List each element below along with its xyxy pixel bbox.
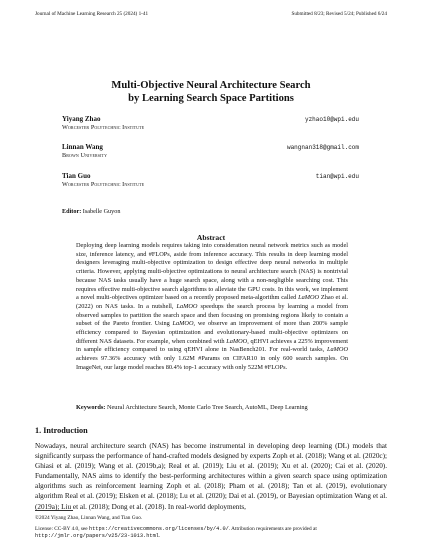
lamoo-term: LaMOO — [172, 320, 194, 328]
license-prefix: License: CC-BY 4.0, see — [35, 526, 88, 532]
journal-header: Journal of Machine Learning Research 25 (2024) 1-41 — [35, 11, 149, 17]
copyright-line: ©2024 Yiyang Zhao, Linnan Wang, and Tian Guo. — [35, 515, 143, 521]
abstract-text: Deploying deep learning models requires taking into consideration neural network metrics such as model size, inference latency, and #FLOPs, aside from inference accuracy. This results in deep learning model designers leveraging multi-objective optimization to design effective deep neural networks in multiple criteria. However, applying multi-objective optimizations to neural architecture search (NAS) is nontrivial because NAS tasks usually have a huge search space, along with a non-negligible searching cost. This requires effective multi-objective search algorithms to alleviate the GPU costs. In this work, we implement a novel multi-objectives optimizer based on a recently proposed meta-algorithm called — [76, 242, 348, 302]
author-affiliation: Worcester Polytechnic Institute — [62, 181, 145, 188]
keywords-label: Keywords: — [76, 404, 106, 411]
keywords-line — [76, 404, 348, 411]
abstract-text: Zhao et al. (2022) on NAS tasks. In a nutshell, — [76, 294, 349, 310]
attribution-link[interactable]: http://jmlr.org/papers/v25/23-1013.html — [35, 532, 159, 539]
lamoo-term: LaMOO — [298, 294, 320, 302]
editor-label: Editor: — [62, 208, 82, 215]
paper-title — [0, 79, 422, 105]
abstract-text: speedups the search process by learning a model from observed samples to partition the search space and then focusing on promising regions likely to contain a subset of the Pareto frontier. Using — [76, 302, 348, 328]
abstract-heading: Abstract — [196, 233, 226, 242]
title-line-1: Multi-Objective Neural Architecture Search — [111, 80, 311, 91]
abstract-text: , we observe an improvement of more than 200% sample efficiency compared to Bayesian optimization and evolutionary-based multi-objective optimizers on different NAS datasets. For example, when combined with — [76, 320, 348, 345]
footnote-rule — [35, 510, 73, 511]
author-name: Linnan Wang — [62, 143, 103, 151]
author-name: Yiyang Zhao — [62, 115, 101, 123]
lamoo-term: LaMOO — [226, 337, 248, 345]
keywords-text: Neural Architecture Search, Monte Carlo Tree Search, AutoML, Deep Learning — [106, 404, 308, 411]
abstract-text: achieves 97.36% accuracy with only 1.62M #Params on CIFAR10 in only 600 search samples. On ImageNet, our large model reaches 80.4% top-1 accuracy with only 522M #FLOPs. — [76, 355, 348, 371]
author-email[interactable]: tian@wpi.edu — [315, 173, 359, 180]
author-name: Tian Guo — [62, 172, 91, 180]
abstract-text: , qEHVI achieves a 225% improvement in sample efficiency compared to using qEHVI alone in NasBench201. For real-world tasks, — [76, 337, 348, 354]
lamoo-term: LaMOO — [176, 302, 198, 310]
submission-dates: Submitted 8/23; Revised 5/24; Published 6/24 — [291, 11, 387, 17]
author-email[interactable]: yzhao10@wpi.edu — [304, 116, 359, 123]
author-affiliation: Brown University — [62, 152, 108, 159]
editor-name: Isabelle Guyon — [82, 208, 121, 215]
author-email[interactable]: wangnan318@gmail.com — [286, 144, 359, 151]
license-text — [35, 526, 387, 539]
title-line-2: by Learning Search Space Partitions — [128, 93, 294, 104]
abstract-body — [76, 242, 348, 373]
license-link[interactable]: https://creativecommons.org/licenses/by/4.0/ — [88, 526, 229, 532]
license-end: . — [158, 532, 161, 539]
introduction-body: Nowadays, neural architecture search (NAS) has become instrumental in developing deep learning (DL) models that significantly surpass the performance of hand-crafted models designed by experts Zoph et al. (2018); Wang et al. (2020c); Ghiasi et al. (2019); Wang et al. (2019b,a); Real et al. (2019); Liu et al. (2019); Xu et al. (2020); Cai et al. (2020). Fundamentally, NAS aims to identify the best-performing architectures within a given search space using optimization algorithms such as reinforcement learning Zoph et al. (2018); Pham et al. (2018); Tan et al. (2019), evolutionary algorithm Real et al. (2019); Elsken et al. (2018); Lu et al. (2020); Dai et al. (2019), or Bayesian optimization Wang et al. (2019a); Liu et al. (2018); Dong et al. (2018). In real-world deployments, — [35, 442, 387, 511]
section-heading: 1. Introduction — [35, 426, 88, 435]
author-affiliation: Worcester Polytechnic Institute — [62, 124, 145, 131]
editor-line — [62, 208, 120, 215]
lamoo-term: LaMOO — [327, 346, 348, 354]
license-mid: . Attribution requirements are provided at — [228, 526, 317, 532]
